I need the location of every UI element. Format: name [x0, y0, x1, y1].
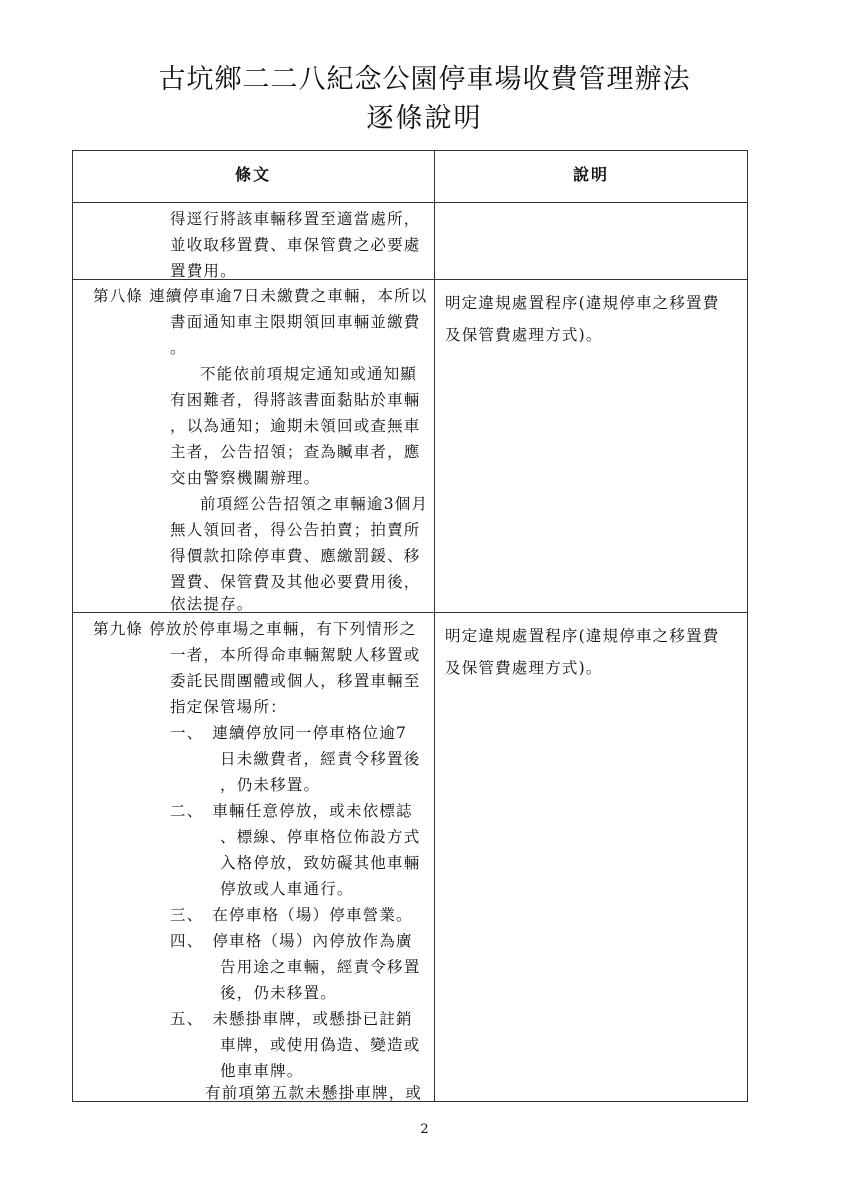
- article-text-line: 後，仍未移置。: [220, 984, 337, 1002]
- column-header-article: 條文: [234, 165, 271, 184]
- article-text-line: 並收取移置費、車保管費之必要處: [170, 236, 421, 254]
- article-text-line: 前項經公告招領之車輛逾3個月: [200, 495, 429, 513]
- article-text-line: 入格停放，致妨礙其他車輛: [220, 854, 421, 872]
- list-item-1: 一、 連續停放同一停車格位逾7: [170, 724, 408, 742]
- article-text-line: 置費、保管費及其他必要費用後，: [170, 573, 421, 591]
- article-text-line: 停放或人車通行。: [220, 880, 354, 898]
- article-text-line: 一者，本所得命車輛駕駛人移置或: [170, 646, 421, 664]
- article-text-line: 交由警察機關辦理。: [170, 469, 321, 487]
- note-article-9-line: 明定違規處置程序(違規停車之移置費: [445, 627, 720, 645]
- list-item-3: 三、 在停車格（場）停車營業。: [170, 906, 413, 924]
- table-header-divider: [72, 202, 748, 203]
- article-text-line: 得逕行將該車輛移置至適當處所，: [170, 210, 421, 228]
- note-article-9-line: 及保管費處理方式)。: [445, 659, 603, 677]
- article-text-line: 委託民間團體或個人，移置車輛至: [170, 672, 421, 690]
- note-article-8-line: 及保管費處理方式)。: [445, 326, 603, 344]
- article-text-line: ，仍未移置。: [220, 776, 321, 794]
- list-item-2: 二、 車輛任意停放，或未依標誌: [170, 802, 413, 820]
- article-text-line: 置費用。: [170, 262, 237, 280]
- list-item-5: 五、 未懸掛車牌，或懸掛已註銷: [170, 1010, 413, 1028]
- article-text-line: 依法提存。: [170, 595, 254, 613]
- article-text-line: 無人領回者，得公告拍賣；拍賣所: [170, 521, 421, 539]
- article-text-line: 、標線、停車格位佈設方式: [220, 828, 421, 846]
- table-column-divider: [434, 150, 435, 1102]
- note-article-8-line: 明定違規處置程序(違規停車之移置費: [445, 294, 720, 312]
- article-text-line: 有前項第五款未懸掛車牌，或: [205, 1084, 423, 1102]
- document-title: 古坑鄉二二八紀念公園停車場收費管理辦法: [158, 64, 691, 95]
- column-header-note: 說明: [572, 165, 609, 184]
- article-text-line: 指定保管場所：: [170, 698, 287, 716]
- article-text-line: 日未繳費者，經責令移置後: [220, 750, 421, 768]
- article-8-heading: 第八條 連續停車逾7日未繳費之車輛，本所以: [93, 287, 428, 305]
- article-text-line: 告用途之車輛，經責令移置: [220, 958, 421, 976]
- article-text-line: 書面通知車主限期領回車輛並繳費: [170, 313, 421, 331]
- list-item-4: 四、 停車格（場）內停放作為廣: [170, 932, 413, 950]
- article-text-line: ，以為通知；逾期未領回或查無車: [170, 417, 421, 435]
- page-number: 2: [420, 1122, 429, 1137]
- document-subtitle: 逐條說明: [366, 103, 483, 134]
- article-text-line: 不能依前項規定通知或通知顯: [200, 365, 418, 383]
- article-text-line: 主者，公告招領；查為贓車者，應: [170, 443, 421, 461]
- article-text-line: 得價款扣除停車費、應繳罰鍰、移: [170, 547, 421, 565]
- article-text-line: 他車車牌。: [220, 1062, 304, 1080]
- article-text-line: 。: [170, 339, 187, 357]
- article-9-heading: 第九條 停放於停車場之車輛，有下列情形之: [93, 620, 417, 638]
- article-text-line: 有困難者，得將該書面黏貼於車輛: [170, 391, 421, 409]
- article-text-line: 車牌，或使用偽造、變造或: [220, 1036, 421, 1054]
